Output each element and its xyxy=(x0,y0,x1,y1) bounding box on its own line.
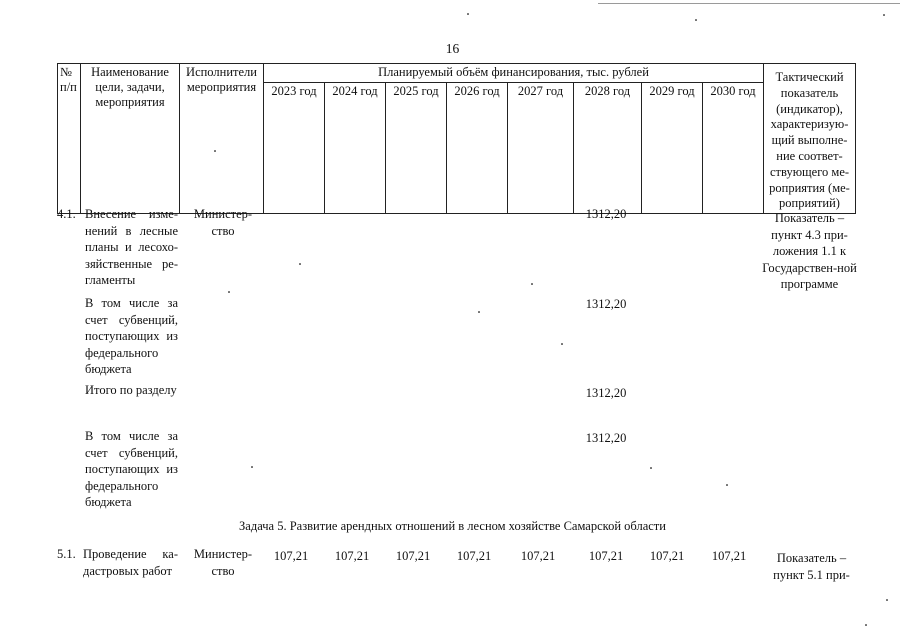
scan-speck xyxy=(886,599,888,601)
page-number: 16 xyxy=(445,41,460,56)
value-2028: 107,21 xyxy=(588,549,624,563)
value-2026: 107,21 xyxy=(456,549,492,563)
scan-speck xyxy=(467,13,469,15)
top-edge-line xyxy=(598,3,900,4)
row-indicator: Показатель – пункт 4.3 при-ложения 1.1 к Государствен-ной программе xyxy=(762,211,857,291)
value-2028: 1312,20 xyxy=(585,431,627,445)
value-2023: 107,21 xyxy=(273,549,309,563)
header-planned-financing: Планируемый объём финансирования, тыс. рублей xyxy=(264,64,764,83)
header-name: Наименование цели, задачи, мероприятия xyxy=(81,64,180,214)
value-2028: 1312,20 xyxy=(585,297,627,311)
scan-speck xyxy=(726,484,728,486)
row-name: Проведение ка-дастровых работ xyxy=(83,547,178,578)
scan-speck xyxy=(531,283,533,285)
scan-speck xyxy=(561,343,563,345)
row-number: 5.1. xyxy=(57,547,76,561)
header-year: 2028 год xyxy=(574,82,642,214)
scan-speck xyxy=(299,263,301,265)
header-year: 2023 год xyxy=(264,82,325,214)
header-year: 2027 год xyxy=(508,82,574,214)
scan-speck xyxy=(650,467,652,469)
header-year: 2026 год xyxy=(447,82,508,214)
header-year: 2025 год xyxy=(386,82,447,214)
value-2027: 107,21 xyxy=(520,549,556,563)
scan-speck xyxy=(695,19,697,21)
row-name: Итого по разделу xyxy=(85,383,177,397)
row-executor: Министер-ство xyxy=(193,207,253,238)
scan-speck xyxy=(251,466,253,468)
scan-speck xyxy=(865,624,867,626)
scan-speck xyxy=(883,14,885,16)
header-no: № п/п xyxy=(58,64,81,214)
row-name: В том числе за счет субвенций, поступающих из федерального бюджета xyxy=(85,296,178,376)
value-2028: 1312,20 xyxy=(585,207,627,221)
value-2028: 1312,20 xyxy=(585,386,627,400)
scan-speck xyxy=(478,311,480,313)
header-indicator: Тактический показатель (индикатор), характеризую-щий выполне-ние соответ-ствующего ме-роприятия (ме-роприятий) xyxy=(764,64,856,214)
value-2030: 107,21 xyxy=(711,549,747,563)
header-year: 2030 год xyxy=(703,82,764,214)
row-name: В том числе за счет субвенций, поступающих из федерального бюджета xyxy=(85,429,178,509)
header-year: 2029 год xyxy=(642,82,703,214)
scan-speck xyxy=(214,150,216,152)
value-2029: 107,21 xyxy=(649,549,685,563)
row-name: Внесение изме-нений в лесные планы и лесохо-зяйственные ре-гламенты xyxy=(85,207,178,287)
header-year: 2024 год xyxy=(325,82,386,214)
table-header xyxy=(57,63,856,214)
row-indicator: Показатель – пункт 5.1 при- xyxy=(773,551,850,582)
header-executors: Исполнители мероприятия xyxy=(180,64,264,214)
task-heading: Задача 5. Развитие арендных отношений в лесном хозяйстве Самарской области xyxy=(239,519,666,533)
scan-speck xyxy=(228,291,230,293)
row-number: 4.1. xyxy=(57,207,76,221)
value-2024: 107,21 xyxy=(334,549,370,563)
row-executor: Министер-ство xyxy=(193,547,253,578)
value-2025: 107,21 xyxy=(395,549,431,563)
